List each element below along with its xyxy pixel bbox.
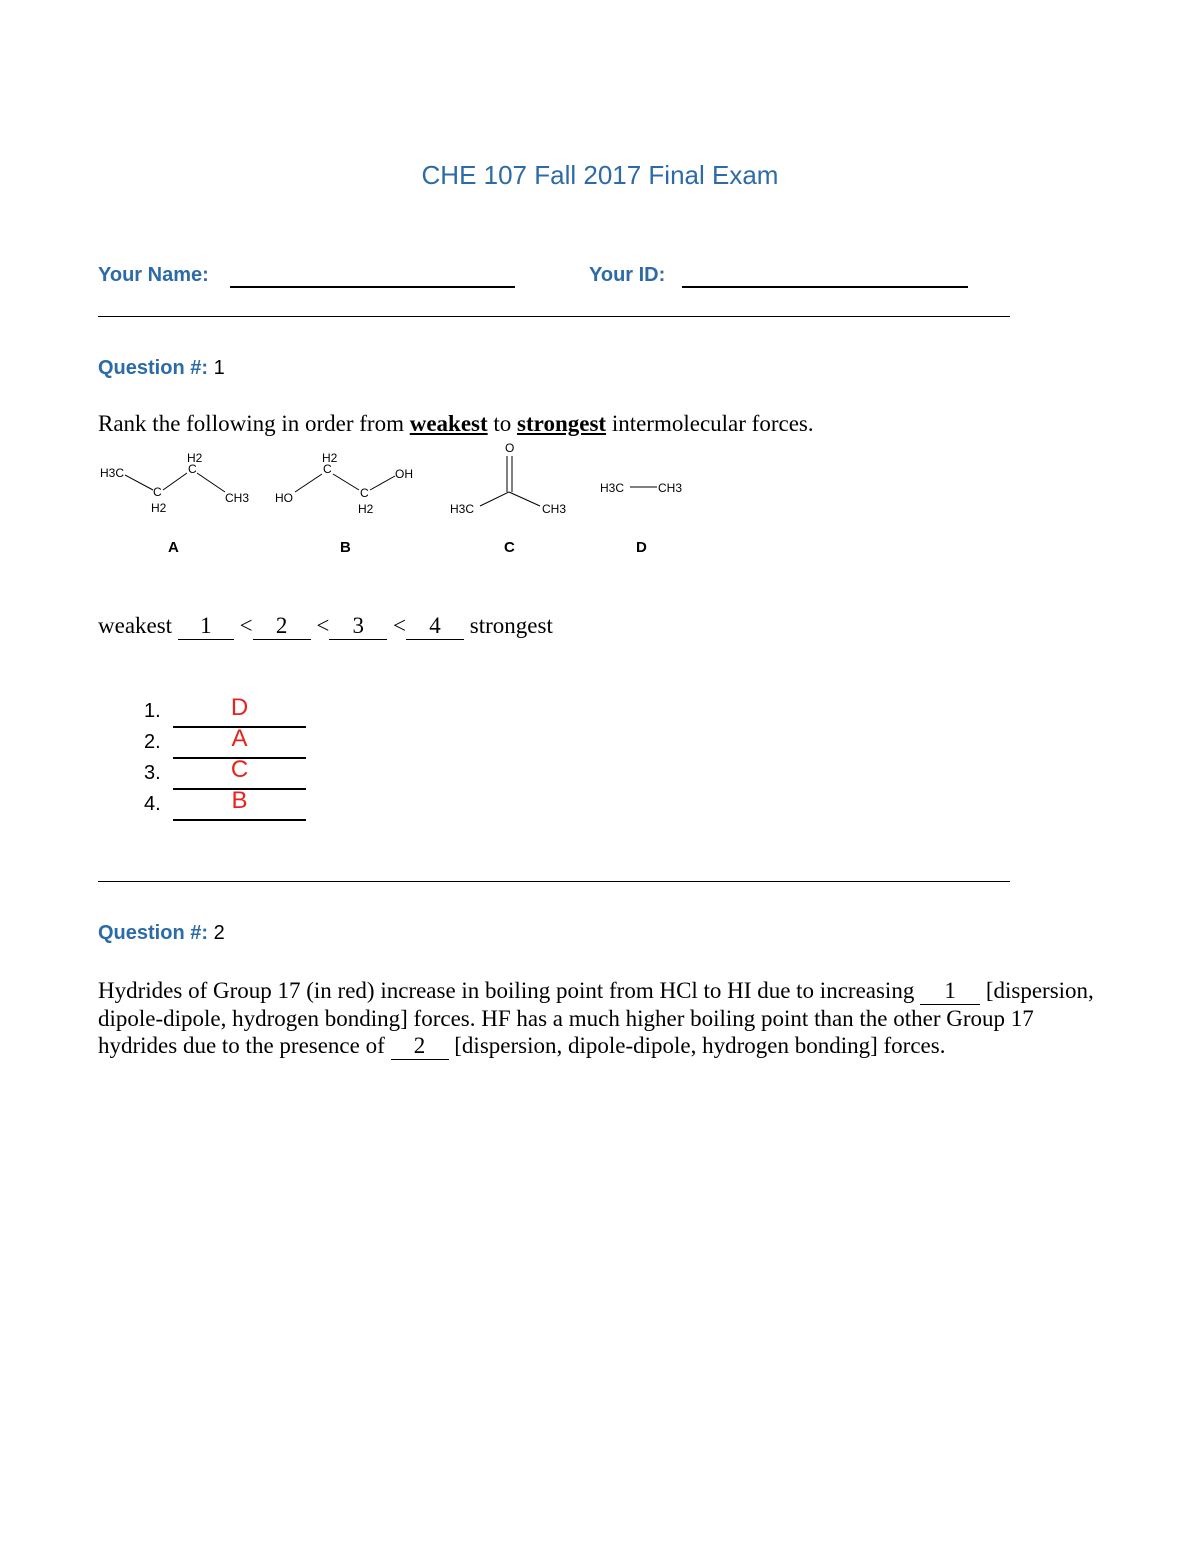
- answer-row-4: [144, 787, 248, 823]
- molecule-b: [275, 451, 413, 556]
- question-2-text: [98, 977, 1098, 1060]
- a-h2-bottom: H2: [151, 501, 167, 515]
- answer-row-1: [144, 694, 249, 730]
- molecule-d-label: D: [636, 539, 647, 556]
- question-label: Question #:: [98, 357, 209, 379]
- exam-title: CHE 107 Fall 2017 Final Exam: [421, 160, 779, 190]
- answer-number: 4.: [144, 793, 161, 815]
- divider: [98, 316, 1010, 317]
- c-o: O: [505, 441, 515, 455]
- question-1-header: [98, 357, 225, 380]
- d-h3c: H3C: [600, 481, 625, 495]
- prompt-start: Rank the following in order from: [98, 411, 404, 436]
- to-word: to: [493, 411, 512, 436]
- name-field[interactable]: [230, 268, 515, 288]
- less-than-3: <: [393, 613, 407, 638]
- b-ho: HO: [275, 491, 293, 505]
- a-ch3: CH3: [225, 491, 250, 505]
- question-label: Question #:: [98, 922, 209, 944]
- prompt-end: intermolecular forces.: [611, 411, 814, 436]
- d-ch3: CH3: [658, 481, 683, 495]
- b-oh: OH: [395, 467, 413, 481]
- molecule-structures: [95, 440, 715, 565]
- answer-letter-3: C: [230, 756, 249, 783]
- molecule-a-label: A: [168, 539, 179, 556]
- answer-number: 2.: [144, 731, 161, 753]
- a-c1: C: [188, 462, 197, 476]
- question-1-prompt: [98, 411, 814, 437]
- a-c2: C: [153, 485, 162, 499]
- strongest-label: strongest: [469, 613, 553, 638]
- answer-letter-2: A: [231, 725, 248, 752]
- answer-row-2: [144, 725, 248, 761]
- answer-number: 3.: [144, 762, 161, 784]
- a-h3c: H3C: [100, 466, 125, 480]
- answer-row-3: [144, 756, 249, 792]
- less-than-2: <: [316, 613, 330, 638]
- c-ch3: CH3: [542, 502, 567, 516]
- question-2-header: [98, 922, 225, 945]
- q2-text-part2: [dispersion, dipole-dipole, hydrogen bonding] forces. HF has a much higher boiling point than the other Group 17 hydrides due to the presence of: [98, 978, 1094, 1058]
- q2-blank-1[interactable]: 1: [920, 977, 980, 1005]
- b-h2-top: H2: [322, 451, 338, 465]
- divider: [98, 881, 1010, 882]
- molecule-d: [600, 481, 682, 556]
- b-c2: C: [360, 486, 369, 500]
- molecule-a: [100, 451, 249, 556]
- answer-number: 1.: [144, 700, 161, 722]
- b-c1: C: [323, 462, 332, 476]
- strongest-word: strongest: [517, 411, 607, 436]
- question-number: 2: [213, 922, 225, 944]
- weakest-label: weakest: [98, 613, 173, 638]
- rank-blank-4[interactable]: 4: [406, 613, 464, 640]
- molecule-c: [450, 441, 566, 556]
- ranking-line: [98, 613, 553, 640]
- b-h2-bottom: H2: [358, 502, 374, 516]
- molecule-c-label: C: [504, 539, 515, 556]
- question-number: 1: [213, 357, 225, 379]
- rank-blank-2[interactable]: 2: [253, 613, 311, 640]
- id-label: Your ID:: [589, 264, 666, 286]
- a-h2-top: H2: [187, 451, 203, 465]
- answer-letter-1: D: [230, 694, 249, 721]
- q2-text-part1: Hydrides of Group 17 (in red) increase in boiling point from HCl to HI due to increasing: [98, 978, 915, 1003]
- id-field[interactable]: [682, 268, 968, 288]
- q2-text-part3: [dispersion, dipole-dipole, hydrogen bonding] forces.: [454, 1033, 946, 1058]
- answer-letter-4: B: [231, 787, 248, 814]
- molecule-b-label: B: [340, 539, 351, 556]
- rank-blank-3[interactable]: 3: [329, 613, 387, 640]
- less-than-1: <: [239, 613, 253, 638]
- rank-blank-1[interactable]: 1: [178, 613, 234, 640]
- weakest-word: weakest: [409, 411, 488, 436]
- c-h3c: H3C: [450, 502, 475, 516]
- name-label: Your Name:: [98, 264, 209, 286]
- q2-blank-2[interactable]: 2: [391, 1032, 449, 1060]
